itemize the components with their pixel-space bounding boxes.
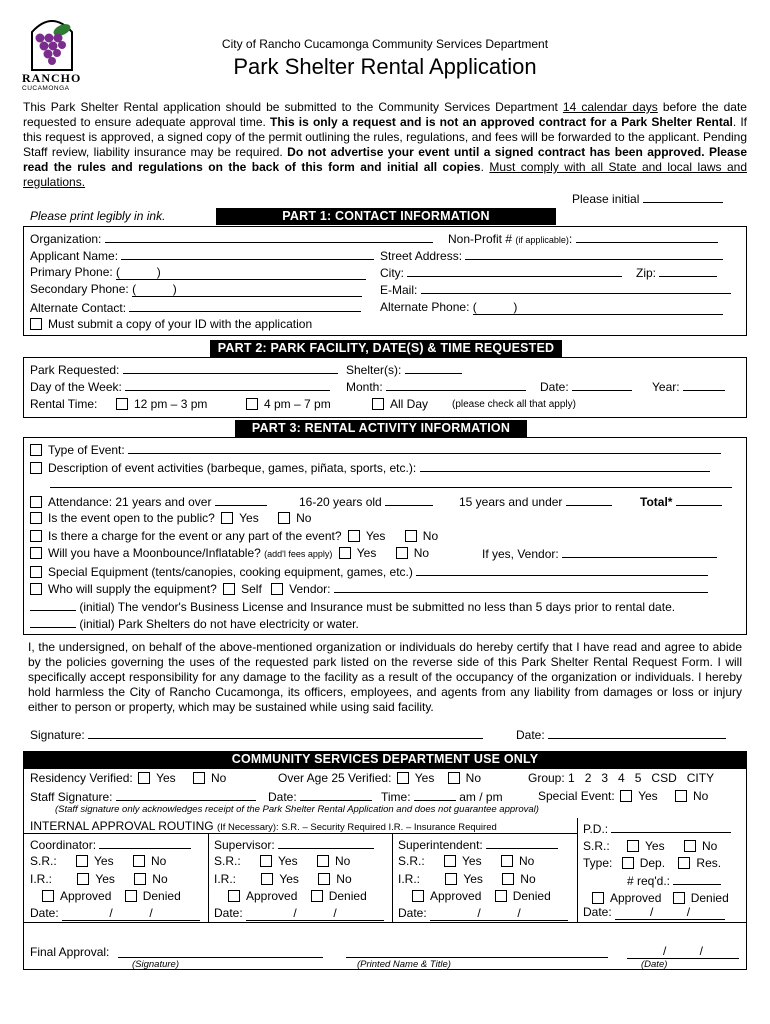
attendance-total-field[interactable]: Total*	[640, 494, 722, 509]
rental-time-all-day[interactable]: All Day	[372, 397, 428, 411]
applicant-name-field[interactable]: Applicant Name:	[30, 248, 374, 263]
street-address-field[interactable]: Street Address:	[380, 248, 723, 263]
self-checkbox[interactable]	[223, 583, 235, 595]
nonprofit-field[interactable]: Non-Profit # (if applicable):	[448, 231, 718, 247]
attendance-21-field[interactable]: Attendance: 21 years and over	[30, 494, 267, 509]
event-description-field[interactable]: Description of event activities (barbeque, games, piñata, sports, etc.):	[30, 460, 710, 475]
pd-date-field[interactable]: Date: / /	[583, 905, 725, 920]
email-field[interactable]: E-Mail:	[380, 282, 731, 297]
charge-row[interactable]: Is there a charge for the event or any part of the event? Yes No	[30, 529, 438, 543]
check-all-note: (please check all that apply)	[452, 399, 576, 410]
day-of-week-field[interactable]: Day of the Week:	[30, 379, 330, 394]
equipment-supplier-row[interactable]: Who will supply the equipment? Self Vendor:	[30, 581, 708, 596]
date-caption: (Date)	[641, 959, 668, 970]
attendance-15-field[interactable]: 15 years and under	[459, 494, 612, 509]
part3-title: PART 3: RENTAL ACTIVITY INFORMATION	[235, 420, 527, 437]
supervisor-field[interactable]: Supervisor:	[214, 837, 374, 852]
part1-title: PART 1: CONTACT INFORMATION	[216, 208, 556, 225]
signature-field[interactable]: Signature:	[30, 727, 483, 742]
part2-title: PART 2: PARK FACILITY, DATE(S) & TIME REQUESTED	[210, 340, 562, 357]
intro-paragraph: This Park Shelter Rental application should be submitted to the Community Services Department 14 calendar days before the date requested to ensure adequate approval time. This is only a request and is not an approved contract for a Park Shelter Rental. If this request is approved, a signed copy of the permit outlining the rules, regulations, and fees will be forwarded to the applicant. Pending Staff review, liability insurance may be required. Do not advertise your event until a signed contract has been approved. Please read the rules and regulations on the back of this form and initial all copies. Must comply with all State and local laws and regulations.	[23, 100, 747, 189]
routing-bottom-line	[23, 922, 747, 923]
internal-routing-header: INTERNAL APPROVAL ROUTING (If Necessary): S.R. – Security Required I.R. – Insurance Required	[30, 819, 497, 833]
id-copy-checkbox-row[interactable]: Must submit a copy of your ID with the application	[30, 317, 312, 331]
rental-time-4-7[interactable]: 4 pm – 7 pm	[246, 397, 331, 411]
public-yes-checkbox[interactable]	[221, 512, 233, 524]
event-type-field[interactable]: Type of Event:	[30, 442, 721, 457]
alternate-phone-field[interactable]: Alternate Phone: ( )	[380, 300, 723, 315]
id-copy-checkbox[interactable]	[30, 318, 42, 330]
final-approval-label: Final Approval:	[30, 945, 110, 959]
pd-field[interactable]: P.D.:	[583, 821, 731, 836]
public-event-row[interactable]: Is the event open to the public? Yes No	[30, 511, 311, 525]
superintendent-ir-row[interactable]: I.R.: Yes No	[398, 872, 536, 886]
logo-text-rancho: RANCHO	[22, 71, 82, 85]
special-event-row[interactable]: Special Event: Yes No	[538, 789, 709, 803]
office-use-title: COMMUNITY SERVICES DEPARTMENT USE ONLY	[23, 751, 747, 768]
moonbounce-vendor-field[interactable]: If yes, Vendor:	[482, 546, 717, 561]
alternate-contact-field[interactable]: Alternate Contact:	[30, 300, 361, 315]
superintendent-date-field[interactable]: Date: / /	[398, 906, 568, 921]
city-field[interactable]: City:	[380, 265, 622, 280]
superintendent-approval-row[interactable]: Approved Denied	[412, 889, 551, 903]
no-electricity-initial[interactable]: (initial) Park Shelters do not have electricity or water.	[30, 616, 359, 631]
pd-reqd-field[interactable]: # req'd.:	[627, 873, 721, 888]
special-equipment-field[interactable]: Special Equipment (tents/canopies, cooking equipment, games, etc.)	[30, 564, 708, 579]
pd-sr-row[interactable]: S.R.: Yes No	[583, 839, 718, 853]
primary-phone-field[interactable]: Primary Phone: ( )	[30, 265, 366, 280]
page-title: Park Shelter Rental Application	[233, 54, 537, 79]
staff-date-field[interactable]: Date:	[268, 789, 372, 804]
charge-yes-checkbox[interactable]	[348, 530, 360, 542]
moonbounce-row[interactable]: Will you have a Moonbounce/Inflatable? (add'l fees apply) Yes No	[30, 546, 429, 561]
description-line-2[interactable]	[50, 487, 732, 488]
coordinator-approval-row[interactable]: Approved Denied	[42, 889, 181, 903]
signature-caption: (Signature)	[132, 959, 179, 970]
charge-no-checkbox[interactable]	[405, 530, 417, 542]
rental-time-label: Rental Time:	[30, 397, 98, 411]
supervisor-approval-row[interactable]: Approved Denied	[228, 889, 367, 903]
attendance-16-20-field[interactable]: 16-20 years old	[299, 494, 433, 509]
secondary-phone-field[interactable]: Secondary Phone: ( )	[30, 282, 362, 297]
certification-text: I, the undersigned, on behalf of the above-mentioned organization or individuals do hereby certify that I have read and agree to abide by the policies governing the uses of the requested park listed on the reverse side of this Park Shelter Rental Request Form. I will specifically accept responsibility for any damage to the facility as a result of the occupancy of the organization or individuals. I hereby hold harmless the City of Rancho Cucamonga, its officers, employees, and agents from any liability from damages or loss or injury either to person or property, which may be sustained while using said facility.	[28, 640, 742, 714]
initial-line[interactable]	[643, 191, 723, 203]
month-field[interactable]: Month:	[346, 379, 526, 394]
park-requested-field[interactable]: Park Requested:	[30, 362, 338, 377]
superintendent-sr-row[interactable]: S.R.: Yes No	[398, 854, 535, 868]
organization-field[interactable]: Organization:	[30, 231, 433, 246]
pd-approval-row[interactable]: Approved Denied	[592, 891, 729, 905]
certify-date-field[interactable]: Date:	[516, 727, 726, 742]
vendor-checkbox[interactable]	[271, 583, 283, 595]
print-legibly-note: Please print legibly in ink.	[30, 209, 166, 223]
routing-top-line	[23, 833, 577, 834]
shelters-field[interactable]: Shelter(s):	[346, 362, 462, 377]
printed-name-caption: (Printed Name & Title)	[357, 959, 451, 970]
logo-text-cucamonga: CUCAMONGA	[22, 85, 70, 92]
date-field[interactable]: Date:	[540, 379, 632, 394]
public-no-checkbox[interactable]	[278, 512, 290, 524]
final-date-line[interactable]: / /	[627, 944, 739, 959]
supervisor-sr-row[interactable]: S.R.: Yes No	[214, 854, 351, 868]
year-field[interactable]: Year:	[652, 379, 725, 394]
coordinator-sr-row[interactable]: S.R.: Yes No	[30, 854, 167, 868]
staff-time-field[interactable]: Time: am / pm	[381, 790, 503, 804]
rental-time-12-3[interactable]: 12 pm – 3 pm	[116, 397, 207, 411]
vendor-license-initial[interactable]: (initial) The vendor's Business License and Insurance must be submitted no less than 5 days prior to rental date.	[30, 599, 675, 614]
coordinator-field[interactable]: Coordinator:	[30, 837, 191, 852]
moonbounce-yes-checkbox[interactable]	[339, 547, 351, 559]
zip-field[interactable]: Zip:	[636, 265, 717, 280]
coordinator-date-field[interactable]: Date: / /	[30, 906, 200, 921]
department-name: City of Rancho Cucamonga Community Services Department	[221, 37, 549, 51]
residency-verified-row[interactable]: Residency Verified: Yes No	[30, 771, 227, 785]
staff-signature-field[interactable]: Staff Signature:	[30, 789, 256, 804]
coordinator-ir-row[interactable]: I.R.: Yes No	[30, 872, 168, 886]
staff-signature-note: (Staff signature only acknowledges receipt of the Park Shelter Rental Application and does not guarantee approval)	[55, 804, 539, 815]
please-initial: Please initial	[572, 191, 723, 206]
superintendent-field[interactable]: Superintendent:	[398, 837, 558, 852]
over25-verified-row[interactable]: Over Age 25 Verified: Yes No	[278, 771, 482, 785]
moonbounce-no-checkbox[interactable]	[396, 547, 408, 559]
supervisor-date-field[interactable]: Date: / /	[214, 906, 384, 921]
pd-type-row[interactable]: Type: Dep. Res.	[583, 856, 722, 870]
group-options[interactable]: Group: 1 2 3 4 5 CSD CITY	[528, 771, 715, 785]
supervisor-ir-row[interactable]: I.R.: Yes No	[214, 872, 352, 886]
